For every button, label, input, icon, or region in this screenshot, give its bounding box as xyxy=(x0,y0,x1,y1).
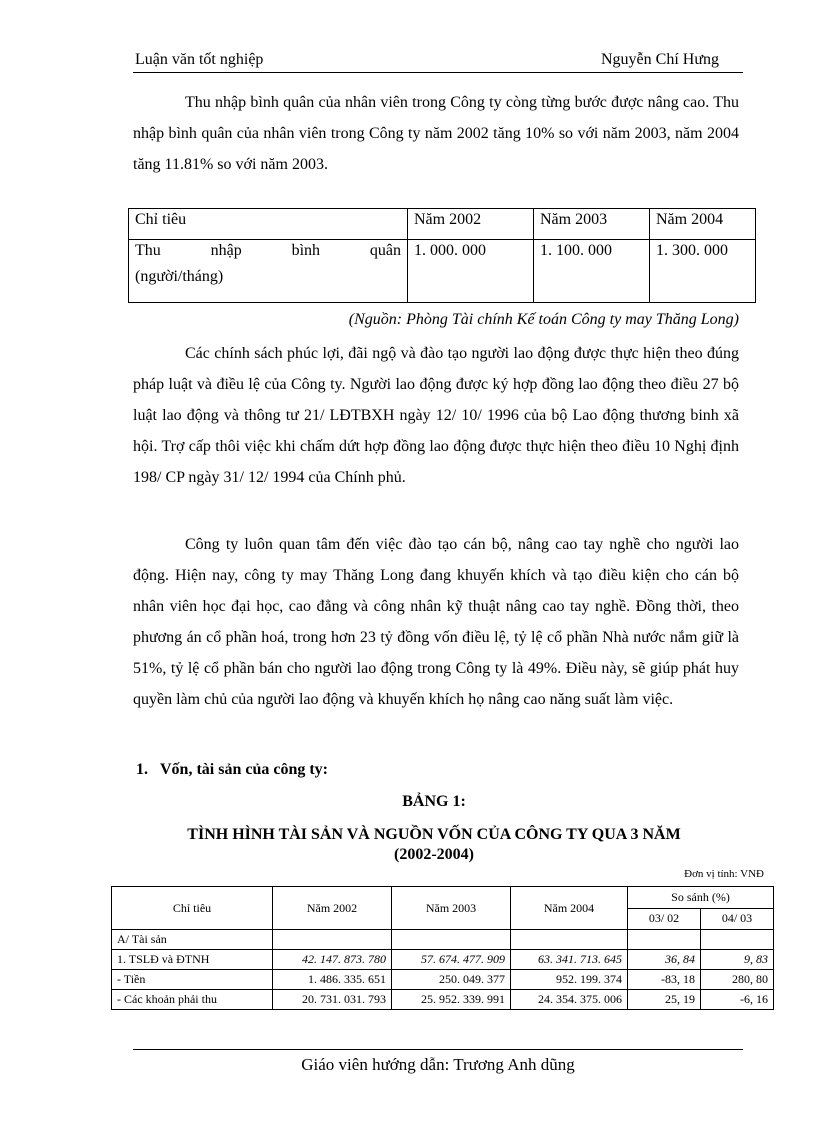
table-header: So sánh (%) xyxy=(628,887,774,909)
table-cell: 63. 341. 713. 645 xyxy=(511,950,628,970)
table-cell: 25, 19 xyxy=(628,990,701,1010)
table-cell xyxy=(511,930,628,950)
income-row-label xyxy=(129,240,408,303)
section-title: Vốn, tài sản của công ty: xyxy=(160,761,329,778)
table-header: Chỉ tiêu xyxy=(112,887,273,930)
label-word: Thu xyxy=(135,242,161,259)
table-header: Năm 2002 xyxy=(408,209,534,240)
table-cell: 1. 100. 000 xyxy=(534,240,650,303)
table-cell: 250. 049. 377 xyxy=(392,970,511,990)
header-left: Luận văn tốt nghiệp xyxy=(135,51,264,68)
label-word: quân xyxy=(369,242,401,259)
table-cell: - Các khoản phải thu xyxy=(112,990,273,1010)
table-cell: 280, 80 xyxy=(701,970,774,990)
table-cell: 57. 674. 477. 909 xyxy=(392,950,511,970)
table-cell: - Tiền xyxy=(112,970,273,990)
section-number: 1. xyxy=(136,761,148,778)
section-heading xyxy=(136,761,328,779)
header-right: Nguyễn Chí Hưng xyxy=(601,51,719,68)
table-row xyxy=(112,887,774,909)
policy-paragraph: Các chính sách phúc lợi, đãi ngộ và đào tạo người lao động được thực hiện theo đúng pháp luật và điều lệ của Công ty. Người lao động được ký hợp đồng lao động theo điều 27 bộ luật lao động và thông tư 21/ LĐTBXH ngày 12/ 10/ 1996 của bộ Lao động thương binh xã hội. Trợ cấp thôi việc khi chấm dứt hợp đồng lao động được thực hiện theo điều 10 Nghị định 198/ CP ngày 31/ 12/ 1994 của Chính phủ. xyxy=(133,345,739,486)
label-word: bình xyxy=(291,242,321,259)
table-cell xyxy=(701,930,774,950)
table-cell: 20. 731. 031. 793 xyxy=(273,990,392,1010)
table-cell: 1. 300. 000 xyxy=(650,240,756,303)
income-table xyxy=(128,208,756,303)
label-unit: (người/tháng) xyxy=(135,268,224,285)
assets-table xyxy=(111,886,774,1010)
table-cell: 25. 952. 339. 991 xyxy=(392,990,511,1010)
page-header xyxy=(133,50,743,73)
table-header: Năm 2003 xyxy=(534,209,650,240)
table-cell: -83, 18 xyxy=(628,970,701,990)
table-cell: 1. 486. 335. 651 xyxy=(273,970,392,990)
label-word: nhập xyxy=(210,242,242,259)
table-caption-years: (2002-2004) xyxy=(394,846,474,863)
table-cell: 24. 354. 375. 006 xyxy=(511,990,628,1010)
table-row xyxy=(112,950,774,970)
table-cell: 1. TSLĐ và ĐTNH xyxy=(112,950,273,970)
table-cell: 9, 83 xyxy=(701,950,774,970)
table-header: Năm 2004 xyxy=(650,209,756,240)
table-header: Năm 2002 xyxy=(273,887,392,930)
table-cell: 952. 199. 374 xyxy=(511,970,628,990)
page-footer: Giáo viên hướng dẫn: Trương Anh dũng xyxy=(133,1049,743,1075)
table-cell: 1. 000. 000 xyxy=(408,240,534,303)
table-header: Năm 2003 xyxy=(392,887,511,930)
table-cell xyxy=(628,930,701,950)
table-cell xyxy=(273,930,392,950)
table-row xyxy=(129,240,756,303)
table-header: 03/ 02 xyxy=(628,908,701,930)
source-note: (Nguồn: Phòng Tài chính Kế toán Công ty may Thăng Long) xyxy=(348,311,739,328)
unit-label: Đơn vị tính: VNĐ xyxy=(684,868,764,880)
table-cell: 42. 147. 873. 780 xyxy=(273,950,392,970)
table-row xyxy=(112,930,774,950)
table-row xyxy=(112,990,774,1010)
table-cell: -6, 16 xyxy=(701,990,774,1010)
table-cell: A/ Tài sản xyxy=(112,930,273,950)
table-header: 04/ 03 xyxy=(701,908,774,930)
table-row xyxy=(112,970,774,990)
table-row xyxy=(129,209,756,240)
table-header: Năm 2004 xyxy=(511,887,628,930)
training-paragraph: Công ty luôn quan tâm đến việc đào tạo cán bộ, nâng cao tay nghề cho người lao động. Hiện nay, công ty may Thăng Long đang khuyến khích và tạo điều kiện cho cán bộ nhân viên học đại học, cao đẳng và công nhân kỹ thuật nâng cao tay nghề. Đồng thời, theo phương án cổ phần hoá, trong hơn 23 tỷ đồng vốn điều lệ, tỷ lệ cổ phần Nhà nước nắm giữ là 51%, tỷ lệ cổ phần bán cho người lao động trong Công ty là 49%. Điều này, sẽ giúp phát huy quyền làm chủ của người lao động và khuyến khích họ nâng cao năng suất làm việc. xyxy=(133,536,739,708)
table-cell: 36, 84 xyxy=(628,950,701,970)
table-caption-number: BẢNG 1: xyxy=(402,793,466,810)
income-paragraph: Thu nhập bình quân của nhân viên trong Công ty còng từng bước được nâng cao. Thu nhập bình quân của nhân viên trong Công ty năm 2002 tăng 10% so với năm 2003, năm 2004 tăng 11.81% so với năm 2003. xyxy=(133,94,739,173)
table-header: Chỉ tiêu xyxy=(129,209,408,240)
table-cell xyxy=(392,930,511,950)
table-caption-title: TÌNH HÌNH TÀI SẢN VÀ NGUỒN VỐN CỦA CÔNG TY QUA 3 NĂM xyxy=(187,826,681,843)
